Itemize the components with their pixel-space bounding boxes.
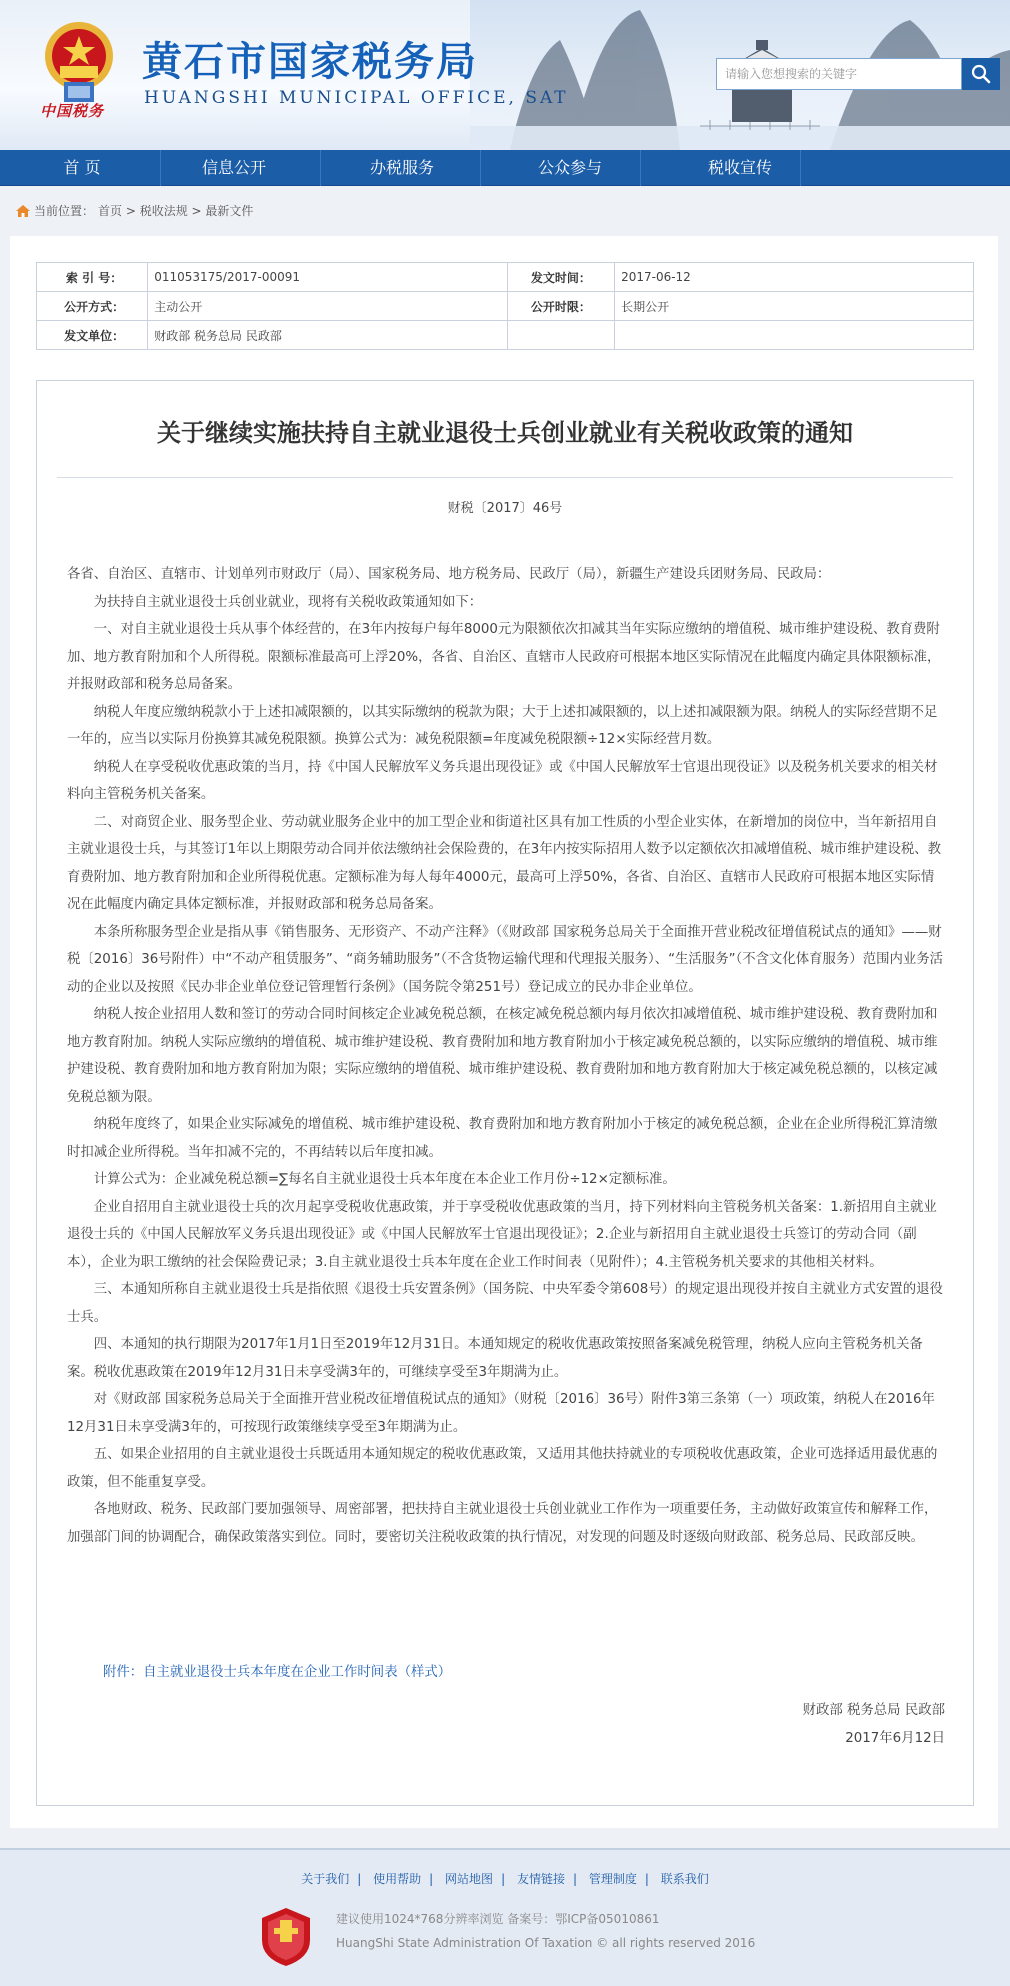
search-button[interactable] [962, 58, 1000, 90]
logo-text: 中国税务 [40, 102, 105, 120]
meta-index-value: 011053175/2017-00091 [148, 263, 508, 292]
paragraph: 五、如果企业招用的自主就业退役士兵既适用本通知规定的税收优惠政策，又适用其他扶持就业的专项税收优惠政策，企业可选择适用最优惠的政策，但不能重复享受。 [67, 1447, 938, 1490]
site-subtitle: HUANGSHI MUNICIPAL OFFICE, SAT [144, 88, 569, 108]
footer-separator: | [357, 1872, 362, 1886]
nav-divider [480, 150, 481, 186]
footer-link-about[interactable]: 关于我们 [301, 1872, 350, 1886]
paragraph: 二、对商贸企业、服务型企业、劳动就业服务企业中的加工型企业和街道社区具有加工性质的小型企业实体，在新增加的岗位中，当年新招用自主就业退役士兵，与其签订1年以上期限劳动合同并依法缴纳社会保险费的，在3年内按实际招用人数予以定额依次扣减增值税、城市维护建设税、教育费附加、地方教育附加和企业所得税优惠。定额标准为每人每年4000元，最高可上浮50%，各省、自治区、直辖市人民政府可根据本地区实际情况在此幅度内确定具体定额标准，并报财政部和税务总局备案。 [67, 814, 942, 912]
nav-divider [800, 150, 801, 186]
paragraph: 三、本通知所称自主就业退役士兵是指依照《退役士兵安置条例》（国务院、中央军委令第608号）的规定退出现役并按自主就业方式安置的退役士兵。 [67, 1282, 943, 1325]
breadcrumb-path[interactable]: 首页 > 税收法规 > 最新文件 [98, 204, 254, 218]
paragraph: 纳税人按企业招用人数和签订的劳动合同时间核定企业减免税总额，在核定减免税总额内每月依次扣减增值税、城市维护建设税、教育费附加和地方教育附加。纳税人实际应缴纳的增值税、城市维护建设税、教育费附加和地方教育附加小于核定减免税总额的，以实际应缴纳的增值税、城市维护建设税、教育费附加和地方教育附加为限；实际应缴纳的增值税、城市维护建设税、教育费附加和地方教育附加大于核定减免税总额的，以核定减免税总额为限。 [67, 1007, 938, 1105]
nav-item-service[interactable]: 办税服务 [369, 158, 434, 177]
article-body [36, 380, 974, 1806]
breadcrumb [16, 202, 253, 219]
paragraph: 纳税人年度应缴纳税款小于上述扣减限额的，以其实际缴纳的税款为限；大于上述扣减限额的，以上述扣减限额为限。纳税人的实际经营期不足一年的，应当以实际月份换算其减免税限额。换算公式为：减免税限额=年度减免税限额÷12×实际经营月数。 [67, 704, 938, 747]
site-header [0, 0, 1010, 150]
nav-divider [160, 150, 161, 186]
paragraph: 本条所称服务型企业是指从事《销售服务、无形资产、不动产注释》（《财政部 国家税务总局关于全面推开营业税改征增值税试点的通知》——财税〔2016〕36号附件）中“不动产租赁服务”、“商务辅助服务”（不含货物运输代理和代理报关服务）、“生活服务”（不含文化体育服务）范围内业务活动的企业以及按照《民办非企业单位登记管理暂行条例》（国务院令第251号）登记成立的民办非企业单位。 [67, 924, 944, 995]
search-icon [971, 64, 991, 84]
breadcrumb-prefix: 当前位置： [34, 204, 95, 218]
site-footer [0, 1848, 1010, 1986]
paragraph: 一、对自主就业退役士兵从事个体经营的，在3年内按每户每年8000元为限额依次扣减其当年实际应缴纳的增值税、城市维护建设税、教育费附加、地方教育附加和个人所得税。限额标准最高可上浮20%，各省、自治区、直辖市人民政府可根据本地区实际情况在此幅度内确定具体限额标准，并报财政部和税务总局备案。 [67, 622, 941, 692]
article-title: 关于继续实施扶持自主就业退役士兵创业就业有关税收政策的通知 [157, 419, 853, 447]
nav-item-info[interactable]: 信息公开 [201, 158, 266, 177]
paragraph: 各地财政、税务、民政部门要加强领导、周密部署，把扶持自主就业退役士兵创业就业工作作为一项重要任务，主动做好政策宣传和解释工作，加强部门间的协调配合，确保政策落实到位。同时，要密切关注税收政策的执行情况，对发现的问题及时逐级向财政部、税务总局、民政部反映。 [67, 1502, 938, 1545]
paragraph: 为扶持自主就业退役士兵创业就业，现将有关税收政策通知如下： [93, 594, 483, 610]
paragraph: 各省、自治区、直辖市、计划单列市财政厅（局）、国家税务局、地方税务局、民政厅（局），新疆生产建设兵团财务局、民政局： [67, 567, 831, 582]
nav-divider [320, 150, 321, 186]
nav-item-home[interactable]: 首 页 [63, 158, 101, 177]
article-text [67, 561, 945, 1551]
footer-link-sitemap[interactable]: 网站地图 [445, 1872, 494, 1886]
meta-method-label: 公开方式： [37, 292, 148, 321]
content-panel [10, 236, 998, 1828]
site-title: 黄石市国家税务局 [142, 39, 478, 85]
paragraph: 四、本通知的执行期限为2017年1月1日至2019年12月31日。本通知规定的税收优惠政策按照备案减免税管理，纳税人应向主管税务机关备案。税收优惠政策在2019年12月31日未享受满3年的，可继续享受至3年期满为止。 [67, 1337, 923, 1380]
tax-badge-icon [258, 1906, 314, 1968]
meta-unit-value: 财政部 税务总局 民政部 [148, 321, 508, 350]
signers: 财政部 税务总局 民政部 [802, 1703, 945, 1718]
document-meta-table [36, 262, 974, 350]
search-input[interactable]: 请输入您想搜索的关键字 [716, 58, 962, 90]
sign-date: 2017年6月12日 [845, 1731, 945, 1746]
footer-info: 建议使用1024*768分辨率浏览 备案号：鄂ICP备05010861 [336, 1912, 660, 1926]
meta-method-value: 主动公开 [148, 292, 508, 321]
main-nav [0, 150, 1010, 186]
footer-link-contact[interactable]: 联系我们 [660, 1872, 709, 1886]
paragraph: 纳税年度终了，如果企业实际减免的增值税、城市维护建设税、教育费附加和地方教育附加小于核定的减免税总额，企业在企业所得税汇算清缴时扣减企业所得税。当年扣减不完的，不再结转以后年度扣减。 [67, 1117, 938, 1160]
meta-date-value: 2017-06-12 [615, 263, 974, 292]
paragraph: 企业自招用自主就业退役士兵的次月起享受税收优惠政策，并于享受税收优惠政策的当月，持下列材料向主管税务机关备案：1.新招用自主就业退役士兵的《中国人民解放军义务兵退出现役证》或《中国人民解放军士官退出现役证》；2.企业与新招用自主就业退役士兵签订的劳动合同（副本），企业为职工缴纳的社会保险费记录；3.自主就业退役士兵本年度在企业工作时间表（见附件）；4.主管税务机关要求的其他相关材料。 [67, 1199, 937, 1270]
attachment-link[interactable]: 附件：自主就业退役士兵本年度在企业工作时间表（样式） [103, 1665, 452, 1680]
footer-copyright: HuangShi State Administration Of Taxation © all rights reserved 2016 [336, 1936, 756, 1950]
meta-unit-label: 发文单位： [37, 321, 148, 350]
nav-item-public[interactable]: 公众参与 [537, 158, 602, 177]
footer-separator: | [429, 1872, 434, 1886]
document-number: 财税〔2017〕46号 [447, 501, 563, 516]
home-icon [16, 205, 30, 217]
meta-period-value: 长期公开 [615, 292, 974, 321]
meta-period-label: 公开时限： [507, 292, 614, 321]
footer-separator: | [572, 1872, 577, 1886]
paragraph: 纳税人在享受税收优惠政策的当月，持《中国人民解放军义务兵退出现役证》或《中国人民解放军士官退出现役证》以及税务机关要求的相关材料向主管税务机关备案。 [67, 759, 938, 802]
meta-date-label: 发文时间： [507, 263, 614, 292]
footer-separator: | [501, 1872, 506, 1886]
footer-separator: | [644, 1872, 649, 1886]
meta-empty-cell [507, 321, 614, 350]
nav-item-promotion[interactable]: 税收宣传 [707, 158, 772, 177]
tax-emblem-icon [36, 14, 122, 114]
nav-divider [640, 150, 641, 186]
paragraph: 计算公式为：企业减免税总额=∑每名自主就业退役士兵本年度在本企业工作月份÷12×定额标准。 [93, 1172, 676, 1187]
footer-link-rules[interactable]: 管理制度 [588, 1872, 637, 1886]
title-divider [57, 477, 953, 478]
footer-link-help[interactable]: 使用帮助 [373, 1872, 422, 1886]
paragraph: 对《财政部 国家税务总局关于全面推开营业税改征增值税试点的通知》（财税〔2016〕36号）附件3第三条第（一）项政策，纳税人在2016年12月31日未享受满3年的，可按现行政策继续享受至3年期满为止。 [67, 1392, 935, 1435]
meta-empty-cell [615, 321, 974, 350]
footer-links [0, 1870, 1010, 1887]
meta-index-label: 索 引 号： [37, 263, 148, 292]
footer-link-friends[interactable]: 友情链接 [516, 1872, 565, 1886]
